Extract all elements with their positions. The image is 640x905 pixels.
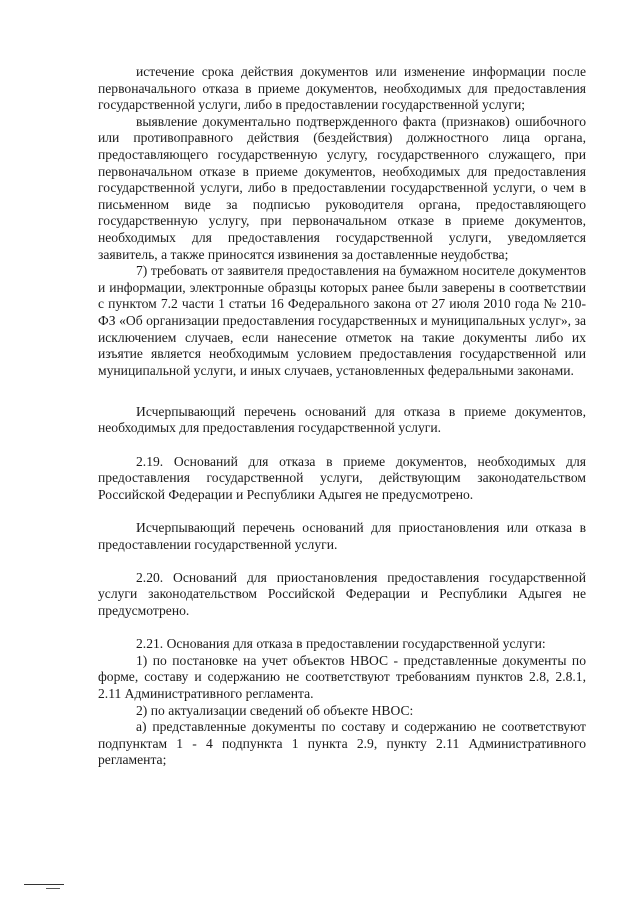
paragraph-item-7: 7) требовать от заявителя предоставления на бумажном носителе документов и информации, электронные образцы которых ранее были заверены в соответствии с пунктом 7.2 части 1 статьи 16 Федерального закона от 27 июля 2010 года № 210-ФЗ «Об организации предоставления государственных и муниципальных услуг», за исключением случаев, если нанесение отметок на такие документы либо их изъятие является необходимым условием предоставления государственной или муниципальной услуги, и иных случаев, установленных федеральными законами. — [98, 263, 586, 378]
footer-line-short — [46, 888, 60, 889]
section-heading-suspension: Исчерпывающий перечень оснований для приостановления или отказа в предоставлении государственной услуги. — [98, 520, 586, 552]
paragraph-2-21: 2.21. Основания для отказа в предоставлении государственной услуги: — [136, 636, 546, 652]
section-heading-refusal-acceptance: Исчерпывающий перечень оснований для отказа в приеме документов, необходимых для предоставления государственной услуги. — [98, 403, 586, 436]
paragraph-2-21-item-1: 1) по постановке на учет объектов НВОС - представленные документы по форме, составу и содержанию не соответствуют требованиям пунктов 2.8, 2.8.1, 2.11 Административного регламента. — [98, 652, 586, 701]
paragraph-2-20: 2.20. Оснований для приостановления предоставления государственной услуги законодательством Российской Федерации и Республики Адыгея не предусмотрено. — [98, 569, 586, 618]
paragraph-error-detection: выявление документально подтвержденного факта (признаков) ошибочного или противоправного действия (бездействия) должностного лица органа, предоставляющего государственную услугу, государственного служащего, при первоначальном отказе в приеме документов, необходимых для предоставления государственной услуги, либо в предоставлении государственной услуги, о чем в письменном виде за подписью руководителя органа, предоставляющего государственную услугу, при первоначальном отказе в приеме документов, необходимых для предоставления государственной услуги, уведомляется заявитель, а также приносятся извинения за доставленные неудобства; — [98, 113, 586, 262]
document-body — [98, 64, 586, 769]
paragraph-2-21-item-2: 2) по актуализации сведений об объекте НВОС: — [136, 702, 414, 718]
footer-line — [24, 884, 64, 885]
paragraph-2-19: 2.19. Оснований для отказа в приеме документов, необходимых для предоставления государственной услуги, действующим законодательством Российской Федерации и Республики Адыгея не предусмотрено. — [98, 453, 586, 502]
paragraph-2-21-item-2a: а) представленные документы по составу и содержанию не соответствуют подпунктам 1 - 4 подпункта 1 пункта 2.9, пункту 2.11 Административного регламента; — [98, 719, 586, 768]
paragraph-expiry: истечение срока действия документов или изменение информации после первоначального отказа в приеме документов, необходимых для предоставления государственной услуги, либо в предоставлении государственной услуги; — [98, 64, 586, 113]
